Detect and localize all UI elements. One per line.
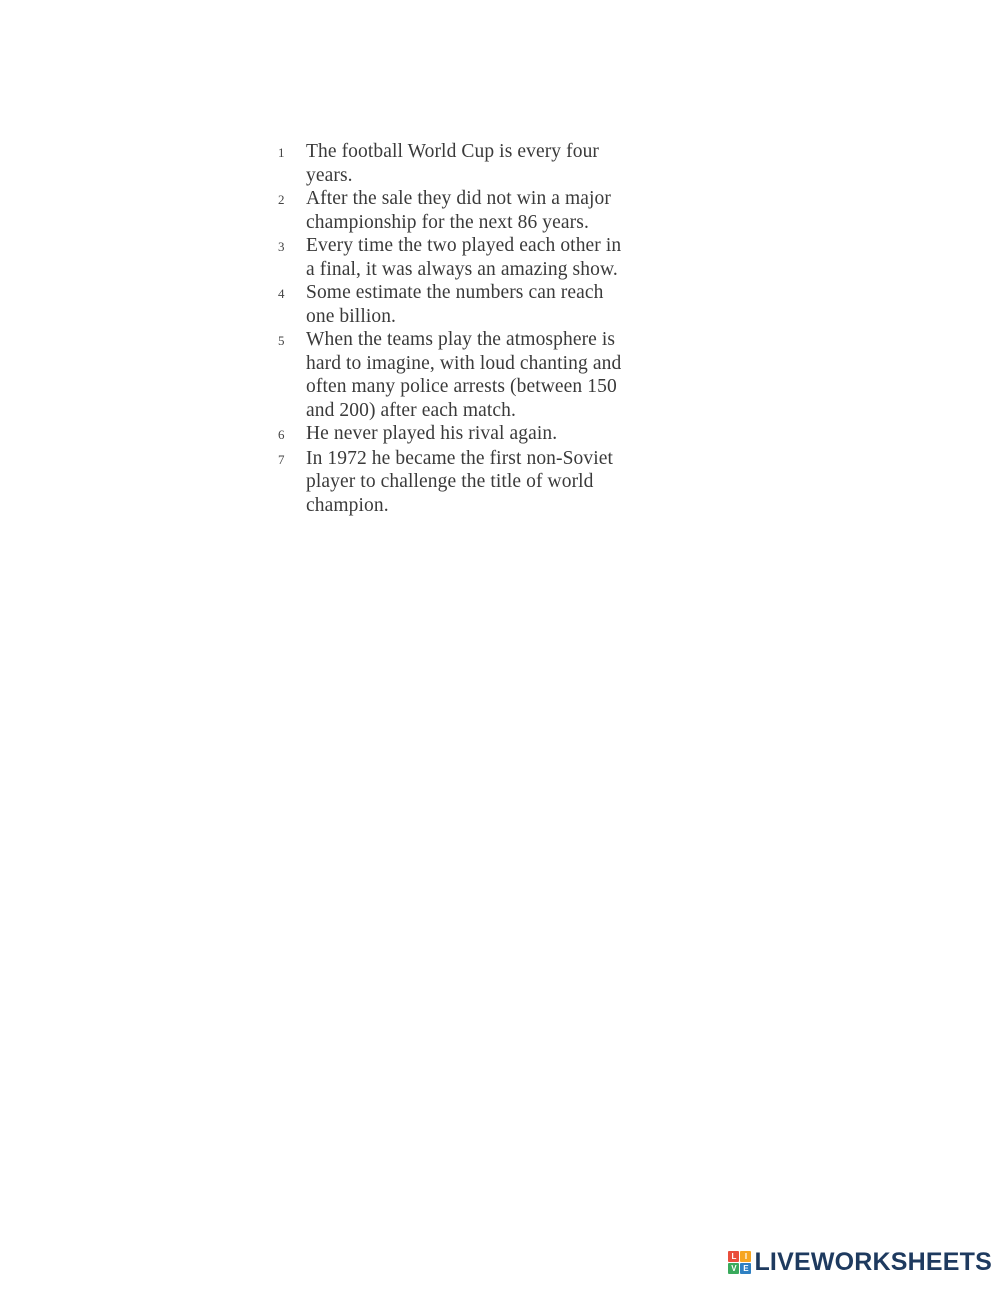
sentence-line: hard to imagine, with loud chanting and [306,352,622,374]
sentence-line: and 200) after each match. [306,399,516,421]
sentence-line: In 1972 he became the first non-Soviet [306,447,614,469]
liveworksheets-watermark [728,1249,992,1275]
logo-cell: I [740,1251,751,1262]
sentence-line: The football World Cup is every four [306,141,600,162]
sentence-text [306,422,698,446]
liveworksheets-logo-icon [728,1251,751,1274]
sentence-line: Every time the two played each other in [306,235,622,256]
sentence-line: a final, it was always an amazing show. [306,258,618,280]
sentence-line: champion. [306,494,389,516]
brand-text: LIVEWORKSHEETS [754,1247,992,1276]
sentence-text [306,328,698,422]
sentence-item-6 [278,422,698,447]
sentence-number: 4 [278,286,285,301]
sentence-number: 3 [278,239,285,254]
sentence-item-3 [278,234,698,281]
sentence-item-1 [278,140,698,187]
logo-cell: E [740,1263,751,1274]
sentence-number: 6 [278,427,285,442]
sentence-text [306,187,698,234]
sentence-list [278,140,698,517]
sentence-line: After the sale they did not win a major [306,188,611,209]
sentence-text [306,140,698,187]
sentence-line: When the teams play the atmosphere is [306,329,616,350]
logo-cell: V [728,1263,739,1274]
sentence-number: 7 [278,451,285,467]
logo-cell: L [728,1251,739,1262]
sentence-text [306,447,698,518]
sentence-text [306,281,698,328]
sentence-line: He never played his rival again. [306,423,558,444]
sentence-line: one billion. [306,305,397,327]
sentence-item-5 [278,328,698,422]
sentence-number: 5 [278,333,285,348]
sentence-line: player to challenge the title of world [306,471,594,492]
sentence-number: 2 [278,192,285,207]
sentence-line: championship for the next 86 years. [306,211,589,233]
sentence-line: years. [306,164,353,186]
sentence-number: 1 [278,145,285,160]
sentence-item-2 [278,187,698,234]
sentence-text [306,234,698,281]
sentence-line: often many police arrests (between 150 [306,376,617,397]
sentence-item-4 [278,281,698,328]
sentence-line: Some estimate the numbers can reach [306,282,604,303]
sentence-item-7 [278,447,698,518]
